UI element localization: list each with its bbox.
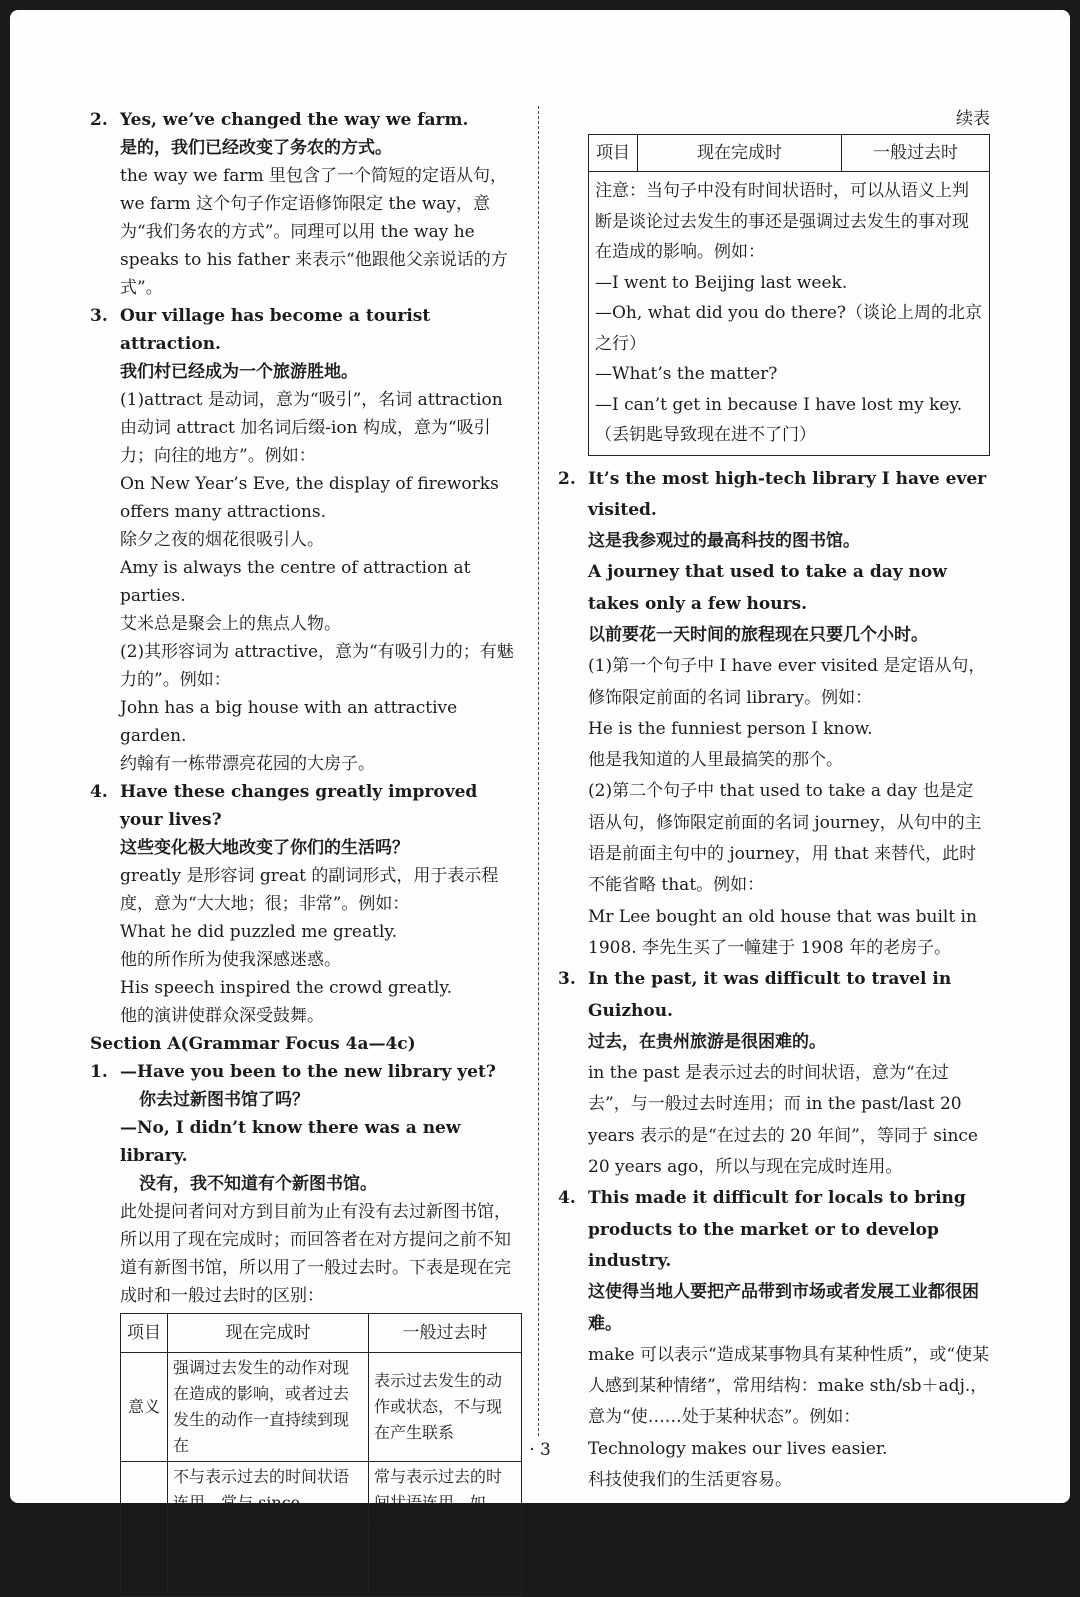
- item-number: 2.: [558, 468, 576, 489]
- dialogue-line: —Oh, what did you do there?（谈论上周的北京之行）: [595, 303, 983, 354]
- explanation: 此处提问者问对方到目前为止有没有去过新图书馆，所以用了现在完成时；而回答者在对方提问之前不知道有新图书馆，所以用了一般过去时。下表是现在完成时和一般过去时的区别：: [120, 1202, 511, 1306]
- item-number: 2.: [90, 110, 108, 130]
- dialogue-line: —I can’t get in because I have lost my key.（丢钥匙导致现在进不了门）: [595, 394, 963, 445]
- page-number: · 3: [529, 1440, 551, 1460]
- right-column: [558, 106, 990, 1559]
- table-row: [121, 1462, 522, 1597]
- example-chinese: 科技使我们的生活更容易。: [588, 1470, 792, 1490]
- dialogue-line: —I went to Beijing last week.: [595, 272, 848, 293]
- chinese-translation: 这使得当地人要把产品带到市场或者发展工业都很困难。: [588, 1282, 979, 1334]
- continued-table: [588, 134, 990, 456]
- english-sentence: Our village has become a tourist attraction.: [120, 306, 431, 354]
- left-column: [90, 106, 522, 1597]
- chinese-translation: 我们村已经成为一个旅游胜地。: [120, 362, 358, 382]
- example-chinese: 他的所作所为使我深感迷惑。: [120, 950, 341, 970]
- section-heading: Section A(Grammar Focus 4a—4c): [90, 1034, 416, 1054]
- item-number: 4.: [558, 1188, 576, 1209]
- chinese-translation: 以前要花一天时间的旅程现在只要几个小时。: [588, 624, 928, 645]
- item-number: 3.: [558, 969, 576, 990]
- textbook-page: [10, 10, 1070, 1590]
- table-header: 现在完成时: [168, 1314, 369, 1353]
- table-row: [589, 172, 990, 456]
- explanation: (2)其形容词为 attractive，意为“有吸引力的；有魅力的”。例如：: [120, 642, 514, 690]
- example-chinese: 他是我知道的人里最搞笑的那个。: [588, 750, 843, 771]
- note-item-2: [90, 106, 522, 302]
- chinese-translation: 是的，我们已经改变了务农的方式。: [120, 138, 392, 158]
- example-english: What he did puzzled me greatly.: [120, 922, 398, 942]
- note-item-3: [90, 302, 522, 778]
- dialogue-answer-translation: 没有，我不知道有个新图书馆。: [139, 1174, 377, 1194]
- table-header: 项目: [589, 135, 638, 172]
- table-continued-label: 续表: [956, 109, 990, 129]
- table-header-row: [589, 135, 990, 172]
- english-sentence: Have these changes greatly improved your lives?: [120, 782, 478, 830]
- example-chinese: 艾米总是聚会上的焦点人物。: [120, 614, 341, 634]
- example-english: Technology makes our lives easier.: [588, 1438, 888, 1459]
- english-sentence: A journey that used to take a day now takes only a few hours.: [588, 562, 947, 614]
- explanation: (1)attract 是动词，意为“吸引”，名词 attraction 由动词 attract 加名词后缀-ion 构成，意为“吸引力；向往的地方”。例如：: [120, 390, 503, 466]
- dialogue-line: —What’s the matter?: [595, 364, 778, 384]
- example-english: He is the funniest person I know.: [588, 718, 873, 739]
- english-sentence: It’s the most high-tech library I have ever visited.: [588, 468, 987, 520]
- table-cell: 常与表示过去的时间状语连用，如 yesterday、last week、in 2020、two days ago 等: [369, 1462, 522, 1597]
- note-item-4: [90, 778, 522, 1030]
- english-sentence: Yes, we’ve changed the way we farm.: [120, 110, 469, 130]
- chinese-translation: 这是我参观过的最高科技的图书馆。: [588, 531, 860, 552]
- table-header: 项目: [121, 1314, 168, 1353]
- item-number: 4.: [90, 782, 108, 802]
- explanation: the way we farm 里包含了一个简短的定语从句，we farm 这个句子作定语修饰限定 the way，意为“我们务农的方式”。同理可以用 the way he speaks to his father 来表示“他跟他父亲说话的方式”。: [120, 166, 508, 298]
- table-cell: 意义: [121, 1353, 168, 1462]
- dialogue-question: —Have you been to the new library yet?: [120, 1062, 496, 1082]
- table-header: 现在完成时: [638, 135, 842, 172]
- note-item-2: [558, 464, 990, 965]
- explanation: (1)第一个句子中 I have ever visited 是定语从句，修饰限定前面的名词 library。例如：: [588, 656, 986, 708]
- note-item-4: [558, 1183, 990, 1559]
- english-sentence: In the past, it was difficult to travel in Guizhou.: [588, 969, 952, 1021]
- english-sentence: This made it difficult for locals to bring products to the market or to develop industry.: [588, 1188, 966, 1271]
- chinese-translation: 这些变化极大地改变了你们的生活吗？: [120, 838, 409, 858]
- example-chinese: 除夕之夜的烟花很吸引人。: [120, 530, 324, 550]
- example-english: John has a big house with an attractive garden.: [120, 698, 458, 746]
- example-english: On New Year’s Eve, the display of fireworks offers many attractions.: [120, 474, 499, 522]
- chinese-translation: 过去，在贵州旅游是很困难的。: [588, 1031, 826, 1052]
- explanation: make 可以表示“造成某事物具有某种性质”，或“使某人感到某种情绪”，常用结构：make sth/sb＋adj.，意为“使……处于某种状态”。例如：: [588, 1344, 990, 1428]
- dialogue-answer: —No, I didn’t know there was a new library.: [120, 1118, 461, 1166]
- note-text: 注意：当句子中没有时间状语时，可以从语义上判断是谈论过去发生的事还是强调过去发生的事对现在造成的影响。例如：: [595, 181, 969, 262]
- item-number: 1.: [90, 1062, 108, 1082]
- table-cell: 强调过去发生的动作对现在造成的影响，或者过去发生的动作一直持续到现在: [168, 1353, 369, 1462]
- example-chinese: 约翰有一栋带漂亮花园的大房子。: [120, 754, 375, 774]
- table-header: 一般过去时: [842, 135, 990, 172]
- note-item-3: [558, 964, 990, 1183]
- example-sentence: Mr Lee bought an old house that was built in 1908. 李先生买了一幢建于 1908 年的老房子。: [588, 906, 977, 958]
- example-english: The news made him very happy.: [588, 1501, 865, 1522]
- table-cell: 用法: [121, 1462, 168, 1597]
- dialogue-question-translation: 你去过新图书馆了吗？: [139, 1090, 309, 1110]
- table-cell: 表示过去发生的动作或状态，不与现在产生联系: [369, 1353, 522, 1462]
- table-header-row: [121, 1314, 522, 1353]
- example-chinese: 他的演讲使群众深受鼓舞。: [120, 1006, 324, 1026]
- example-chinese: 这个消息让他很高兴。: [588, 1532, 758, 1553]
- example-english: Amy is always the centre of attraction at parties.: [120, 558, 471, 606]
- example-english: His speech inspired the crowd greatly.: [120, 978, 453, 998]
- table-header: 一般过去时: [369, 1314, 522, 1353]
- grammar-item-1: [90, 1058, 522, 1310]
- explanation: (2)第二个句子中 that used to take a day 也是定语从句，修饰限定前面的名词 journey，从句中的主语是前面主句中的 journey，用 that 来替代，此时不能省略 that。例如：: [588, 781, 982, 896]
- explanation: greatly 是形容词 great 的副词形式，用于表示程度，意为“大大地；很；非常”。例如：: [120, 866, 499, 914]
- table-note-cell: [589, 172, 990, 456]
- table-cell: 不与表示过去的时间状语连用，常与 since...、for...、over/in the past... years 等时间状语连用: [168, 1462, 369, 1597]
- column-divider: [538, 106, 539, 1436]
- explanation: in the past 是表示过去的时间状语，意为“在过去”，与一般过去时连用；而 in the past/last 20 years 表示的是“在过去的 20 年间”，等同于 since 20 years ago，所以与现在完成时连用。: [588, 1063, 978, 1178]
- item-number: 3.: [90, 306, 108, 326]
